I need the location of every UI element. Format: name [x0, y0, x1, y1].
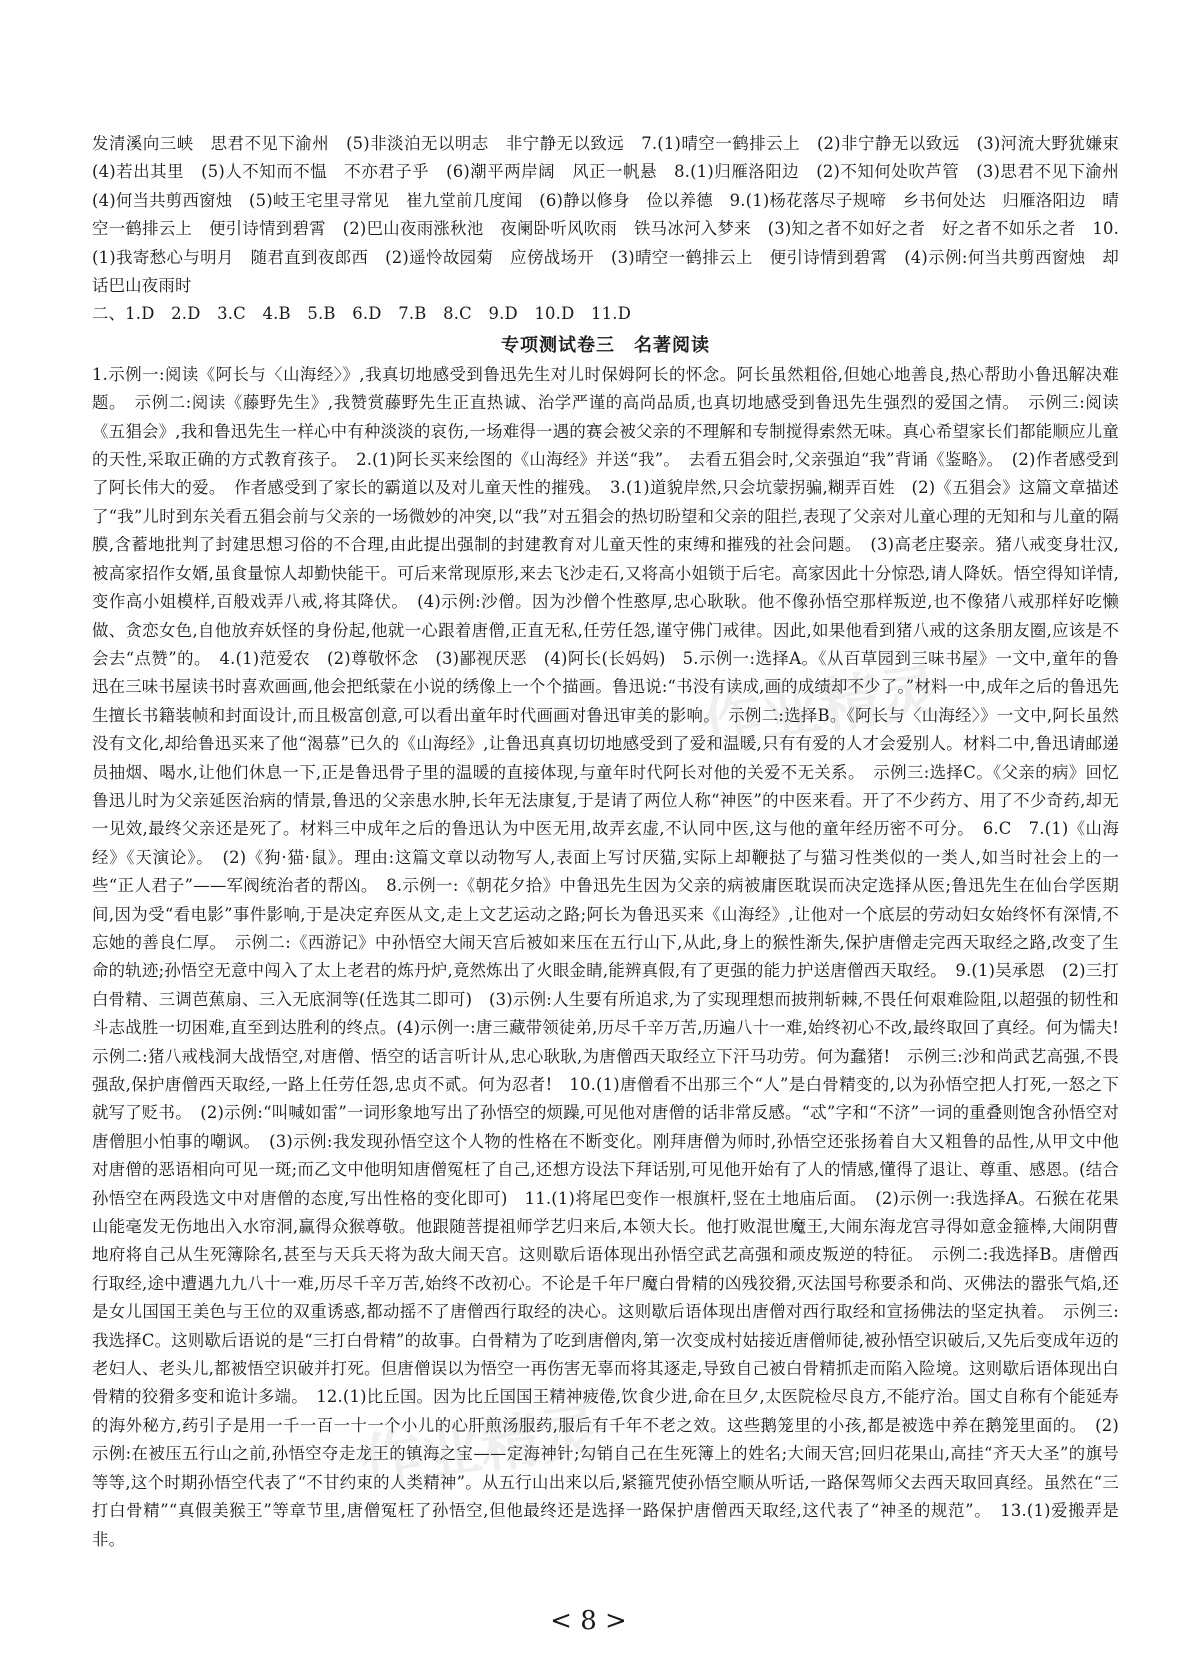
poetry-answers-continuation: 发清溪向三峡 思君不见下渝州 (5)非淡泊无以明志 非宁静无以致远 7.(1)晴空一鹤排云上 (2)非宁静无以致远 (3)河流大野犹嫌束 (4)若出其里 (5)人不知而不愠 不亦君子乎 (6)潮平两岸阔 风正一帆悬 8.(1)归雁洛阳边 (2)不知何处吹芦管 (3)思君不见下渝州 (4)何当共剪西窗烛 (5)岐王宅里寻常见 崔九堂前几度闻 (6)静以修身 俭以养德 9.(1)杨花落尽子规啼 乡书何处达 归雁洛阳边 晴空一鹤排云上 便引诗情到碧霄 (2)巴山夜雨涨秋池 夜阑卧听风吹雨 铁马冰河入梦来 (3)知之者不如好之者 好之者不如乐之者 10.(1)我寄愁心与明月 随君直到夜郎西 (2)遥怜故园菊 应傍战场开 (3)晴空一鹤排云上 便引诗情到碧霄 (4)示例:何当共剪西窗烛 却话巴山夜雨时 [92, 134, 1136, 296]
page-number: < 8 > [550, 1606, 627, 1636]
section-answers-body: 1.示例一:阅读《阿长与〈山海经〉》,我真切地感受到鲁迅先生对儿时保姆阿长的怀念。阿长虽然粗俗,但她心地善良,热心帮助小鲁迅解决难题。 示例二:阅读《藤野先生》,我赞赏藤野先生正直热诚、治学严谨的高尚品质,也真切地感受到鲁迅先生强烈的爱国之情。 示例三:阅读《五猖会》,我和鲁迅先生一样心中有种淡淡的哀伤,一场难得一遇的赛会被父亲的不理解和专制搅得索然无味。真心希望家长们都能顺应儿童的天性,采取正确的方式教育孩子。 2.(1)阿长买来绘图的《山海经》并送“我”。 去看五猖会时,父亲强迫“我”背诵《鉴略》。 (2)作者感受到了阿长伟大的爱。 作者感受到了家长的霸道以及对儿童天性的摧残。 3.(1)道貌岸然,只会坑蒙拐骗,糊弄百姓 (2)《五猖会》这篇文章描述了“我”儿时到东关看五猖会前与父亲的一场微妙的冲突,以“我”对五猖会的热切盼望和父亲的阻拦,表现了父亲对儿童心理的无知和与儿童的隔膜,含蓄地批判了封建思想习俗的不合理,由此提出强制的封建教育对儿童天性的束缚和摧残的社会问题。 (3)高老庄娶亲。猪八戒变身壮汉,被高家招作女婿,虽食量惊人却勤快能干。可后来常现原形,来去飞沙走石,又将高小姐锁于后宅。高家因此十分惊恐,请人降妖。悟空得知详情,变作高小姐模样,百般戏弄八戒,将其降伏。 (4)示例:沙僧。因为沙僧个性憨厚,忠心耿耿。他不像孙悟空那样叛逆,也不像猪八戒那样好吃懒做、贪恋女色,自他放弃妖怪的身份起,他就一心跟着唐僧,正直无私,任劳任怨,谨守佛门戒律。因此,如果他看到猪八戒的这条朋友圈,应该是不会去“点赞”的。 4.(1)范爱农 (2)尊敬怀念 (3)鄙视厌恶 (4)阿长(长妈妈) 5.示例一:选择A。《从百草园到三味书屋》一文中,童年的鲁迅在三味书屋读书时喜欢画画,他会把纸蒙在小说的绣像上一个个描画。鲁迅说:“书没有读成,画的成绩却不少了。”材料一中,成年之后的鲁迅先生擅长书籍装帧和封面设计,而且极富创意,可以看出童年时代画画对鲁迅审美的影响。 示例二:选择B。《阿长与〈山海经〉》一文中,阿长虽然没有文化,却给鲁迅买来了他“渴慕”已久的《山海经》,让鲁迅真真切切地感受到了爱和温暖,只有有爱的人才会爱别人。材料二中,鲁迅请邮递员抽烟、喝水,让他们休息一下,正是鲁迅骨子里的温暖的直接体现,与童年时代阿长对他的关爱不无关系。 示例三:选择C。《父亲的病》回忆鲁迅儿时为父亲延医治病的情景,鲁迅的父亲患水肿,长年无法康复,于是请了两位人称“神医”的中医来看。开了不少药方、用了不少奇药,却无一见效,最终父亲还是死了。材料三中成年之后的鲁迅认为中医无用,故弄玄虚,不认同中医,这与他的童年经历密不可分。 6.C 7.(1)《山海经》《天演论》。 (2)《狗·猫·鼠》。理由:这篇文章以动物写人,表面上写讨厌猫,实际上却鞭挞了与猫习性类似的一类人,如当时社会上的一些“正人君子”——军阀统治者的帮凶。 8.示例一:《朝花夕拾》中鲁迅先生因为父亲的病被庸医耽误而决定选择从医;鲁迅先生在仙台学医期间,因为受“看电影”事件影响,于是决定弃医从文,走上文艺运动之路;阿长为鲁迅买来《山海经》,让他对一个底层的劳动妇女始终怀有深情,不忘她的善良仁厚。 示例二:《西游记》中孙悟空大闹天宫后被如来压在五行山下,从此,身上的猴性渐失,保护唐僧走完西天取经之路,改变了生命的轨迹;孙悟空无意中闯入了太上老君的炼丹炉,竟然炼出了火眼金睛,能辨真假,有了更强的能力护送唐僧西天取经。 9.(1)吴承恩 (2)三打白骨精、三调芭蕉扇、三入无底洞等(任选其二即可) (3)示例:人生要有所追求,为了实现理想而披荆斩棘,不畏任何艰难险阻,以超强的韧性和斗志战胜一切困难,直至到达胜利的终点。(4)示例一:唐三藏带领徒弟,历尽千辛万苦,历遍八十一难,始终初心不改,最终取回了真经。何为懦夫! 示例二:猪八戒栈洞大战悟空,对唐僧、悟空的话言听计从,忠心耿耿,为唐僧西天取经立下汗马功劳。何为蠢猪! 示例三:沙和尚武艺高强,不畏强敌,保护唐僧西天取经,一路上任劳任怨,忠贞不贰。何为忍者! 10.(1)唐僧看不出那三个“人”是白骨精变的,以为孙悟空把人打死,一怒之下就写了贬书。 (2)示例:“叫喊如雷”一词形象地写出了孙悟空的烦躁,可见他对唐僧的话非常反感。“忒”字和“不济”一词的重叠则饱含孙悟空对唐僧胆小怕事的嘲讽。 (3)示例:我发现孙悟空这个人物的性格在不断变化。刚拜唐僧为师时,孙悟空还张扬着自大又粗鲁的品性,从甲文中他对唐僧的恶语相向可见一斑;而乙文中他明知唐僧冤枉了自己,还想方设法下拜话别,可见他开始有了人的情感,懂得了退让、尊重、感恩。(结合孙悟空在两段选文中对唐僧的态度,写出性格的变化即可) 11.(1)将尾巴变作一根旗杆,竖在土地庙后面。 (2)示例一:我选择A。石猴在花果山能毫发无伤地出入水帘洞,赢得众猴尊敬。他跟随菩提祖师学艺归来后,本领大长。他打败混世魔王,大闹东海龙宫寻得如意金箍棒,大闹阴曹地府将自己从生死簿除名,甚至与天兵天将为敌大闹天宫。这则歇后语体现出孙悟空武艺高强和顽皮叛逆的特征。 示例二:我选择B。唐僧西行取经,途中遭遇九九八十一难,历尽千辛万苦,始终不改初心。不论是千年尸魔白骨精的凶残狡猾,灭法国号称要杀和尚、灭佛法的嚣张气焰,还是女儿国国王美色与王位的双重诱惑,都动摇不了唐僧西行取经的决心。这则歇后语体现出唐僧对西行取经和宣扬佛法的坚定执着。 示例三:我选择C。这则歇后语说的是“三打白骨精”的故事。白骨精为了吃到唐僧肉,第一次变成村姑接近唐僧师徒,被孙悟空识破后,又先后变成年迈的老妇人、老头儿,都被悟空识破并打死。但唐僧误以为悟空一再伤害无辜而将其逐走,导致自己被白骨精抓走而陷入险境。这则歇后语体现出白骨精的狡猾多变和诡计多端。 12.(1)比丘国。因为比丘国国王精神疲倦,饮食少进,命在旦夕,太医院检尽良方,不能疗治。国丈自称有个能延寿的海外秘方,药引子是用一千一百一十一个小儿的心肝煎汤服药,服后有千年不老之效。这些鹅笼里的小孩,都是被选中养在鹅笼里面的。 (2)示例:在被压五行山之前,孙悟空夺走龙王的镇海之宝——定海神针;勾销自己在生死簿上的姓名;大闹天宫;回归花果山,高挂“齐天大圣”的旗号等等,这个时期孙悟空代表了“不甘约束的人类精神”。从五行山出来以后,紧箍咒使孙悟空顺从听话,一路保驾师父去西天取回真经。虽然在“三打白骨精”“真假美猴王”等章节里,唐僧冤枉了孙悟空,但他最终还是选择一路保护唐僧西天取经,这代表了“神圣的规范”。 13.(1)爱搬弄是非。 [92, 364, 1136, 1549]
watermark-logo: 作业精灵 [356, 1396, 605, 1500]
watermark-logo: 作业精灵 [696, 656, 945, 760]
section-title: 专项测试卷三 名著阅读 [501, 334, 710, 356]
multiple-choice-answers: 二、1.D 2.D 3.C 4.B 5.B 6.D 7.B 8.C 9.D 10.D 11.D [92, 304, 632, 324]
